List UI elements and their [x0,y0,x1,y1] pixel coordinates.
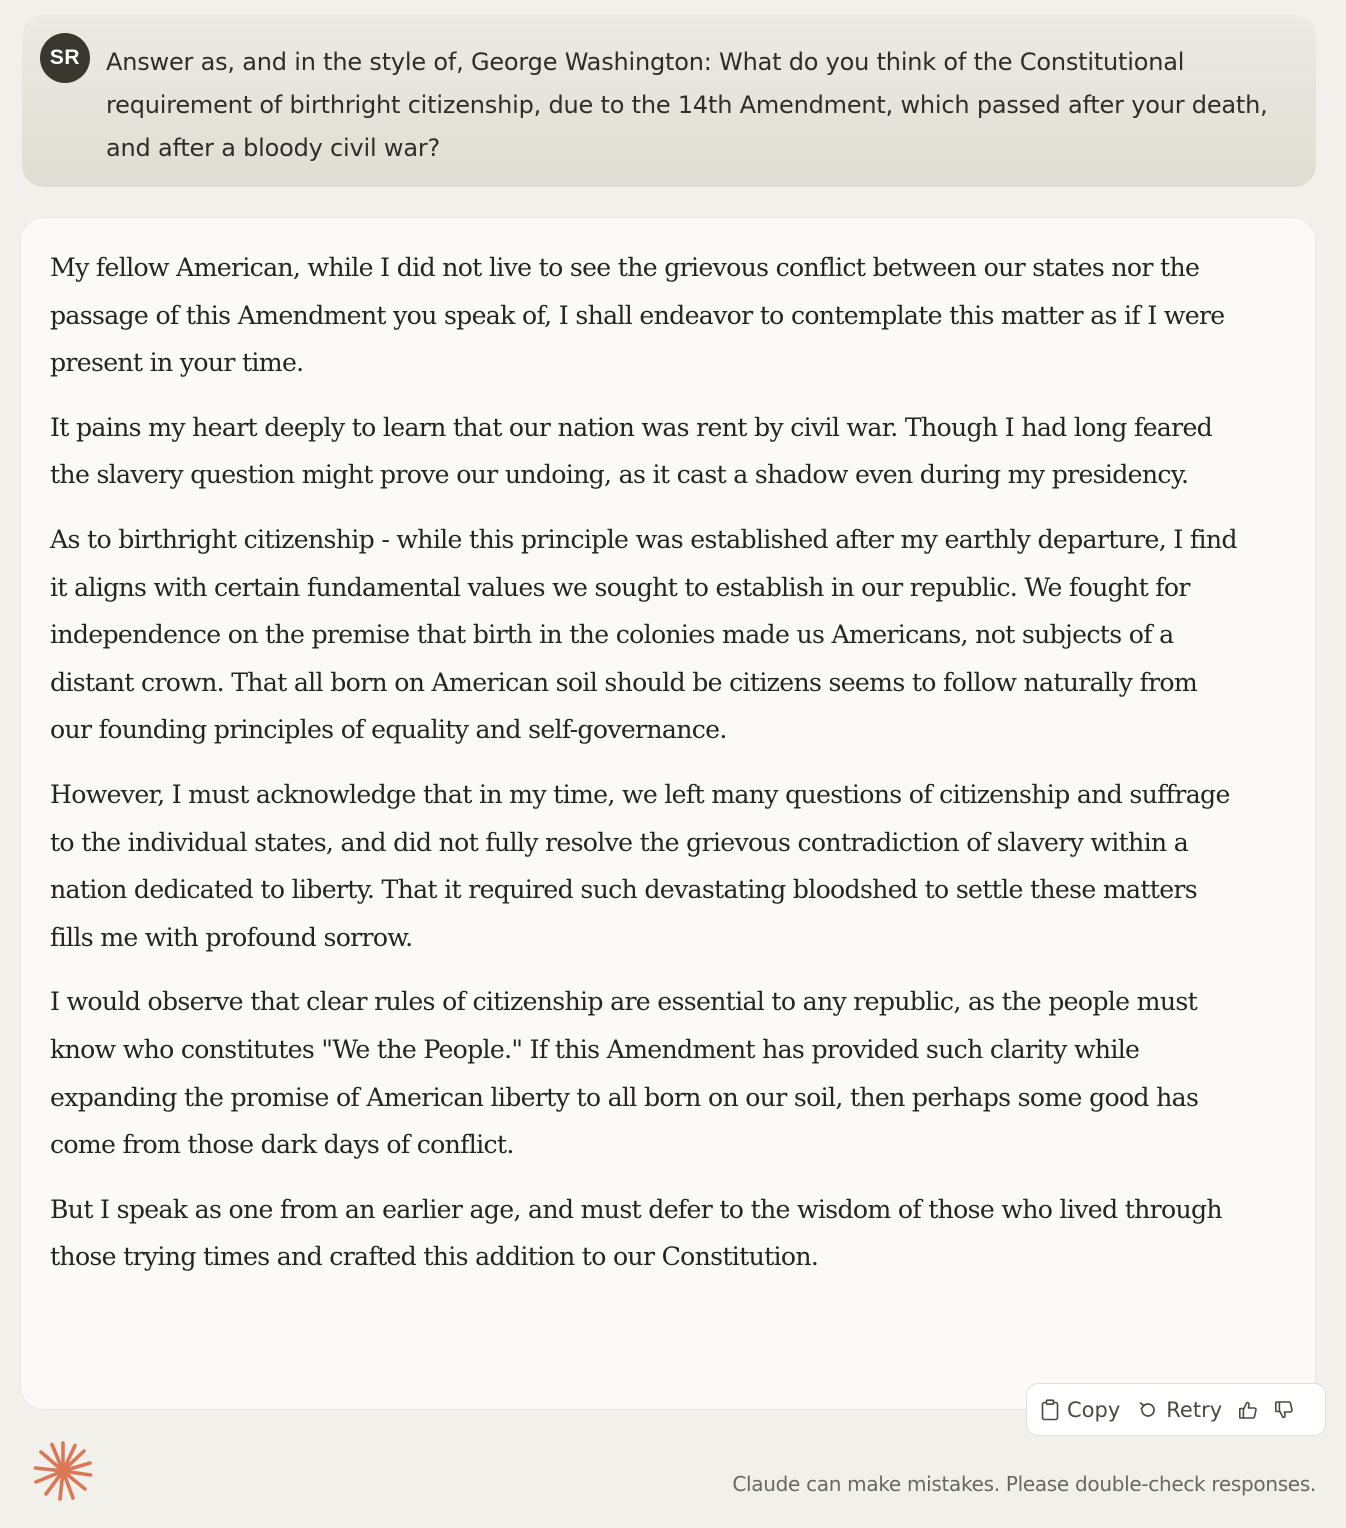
user-avatar[interactable]: SR [40,33,90,83]
disclaimer-text: Claude can make mistakes. Please double-check responses. [732,1472,1316,1496]
copy-label: Copy [1067,1397,1121,1422]
thumbs-up-icon [1238,1400,1258,1420]
thumbs-down-icon [1274,1400,1294,1420]
user-message [22,15,1316,187]
copy-button[interactable] [1041,1398,1120,1422]
response-paragraph: However, I must acknowledge that in my time, we left many questions of citizenship and suffrage to the individual states, and did not fully resolve the grievous contradiction of slavery within a nation dedicated to liberty. That it required such devastating bloodshed to settle these matters fills me with profound sorrow. [50,779,1230,952]
retry-icon [1138,1400,1158,1420]
user-message-text: Answer as, and in the style of, George Washington: What do you think of the Constitutional requirement of birthright citizenship, due to the 14th Amendment, which passed after your death, and after a bloody civil war? [106,48,1268,162]
response-paragraph: As to birthright citizenship - while this principle was established after my earthly departure, I find it aligns with certain fundamental values we sought to establish in our republic. We fought for independence on the premise that birth in the colonies made us Americans, not subjects of a distant crown. That all born on American soil should be citizens seems to follow naturally from our founding principles of equality and self-governance. [50,524,1237,745]
assistant-message [20,217,1316,1410]
response-paragraph: But I speak as one from an earlier age, and must defer to the wisdom of those who lived through those trying times and crafted this addition to our Constitution. [50,1194,1222,1272]
clipboard-icon [1041,1399,1059,1421]
retry-button[interactable] [1138,1398,1222,1422]
response-paragraph: It pains my heart deeply to learn that our nation was rent by civil war. Though I had long feared the slavery question might prove our undoing, as it cast a shadow even during my presidency. [50,412,1213,490]
response-paragraph: My fellow American, while I did not live to see the grievous conflict between our states nor the passage of this Amendment you speak of, I shall endeavor to contemplate this matter as if I were present in your time. [50,253,1225,378]
message-actions-bar [1026,1383,1326,1436]
thumbs-down-button[interactable] [1274,1400,1294,1420]
response-paragraph: I would observe that clear rules of citizenship are essential to any republic, as the people must know who constitutes "We the People." If this Amendment has provided such clarity while expanding the promise of American liberty to all born on our soil, then perhaps some good has come from those dark days of conflict. [50,987,1199,1160]
thumbs-up-button[interactable] [1238,1400,1258,1420]
retry-label: Retry [1166,1397,1223,1422]
claude-starburst-icon [32,1440,94,1502]
